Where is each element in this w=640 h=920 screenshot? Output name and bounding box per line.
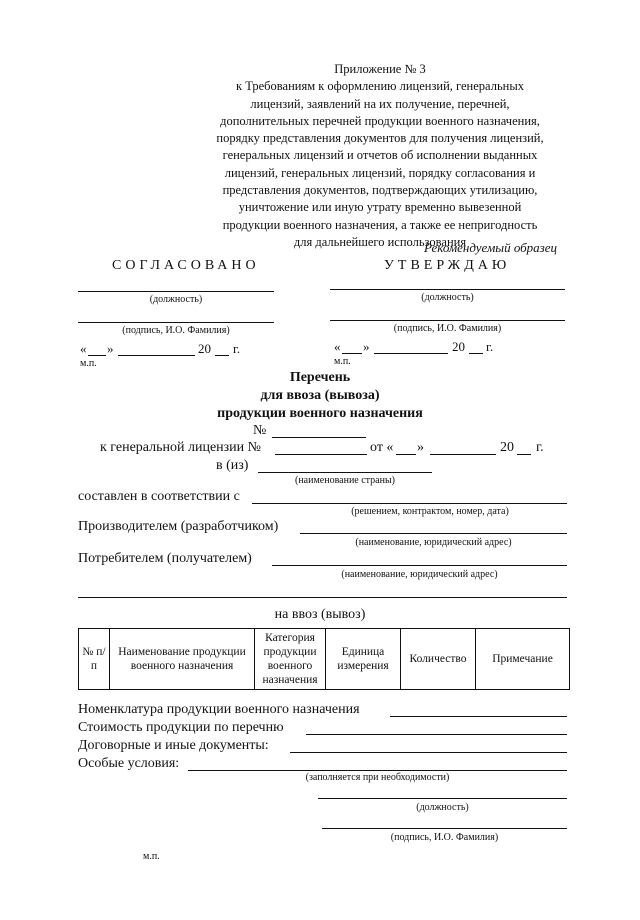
approved-date-year-prefix: 20 [452, 339, 465, 354]
producer-field[interactable] [300, 533, 567, 534]
special-caption: (заполняется при необходимости) [305, 772, 450, 783]
agreed-date-quote-close: » [107, 341, 114, 356]
col-number: № п/п [79, 629, 110, 690]
approved-date-quote-open: « [334, 339, 341, 354]
license-day-field[interactable] [396, 454, 416, 455]
approved-signature-line[interactable] [330, 320, 565, 321]
agreed-date-year[interactable] [215, 355, 229, 356]
agreed-stamp: м.п. [80, 358, 97, 369]
appendix-line: дополнительных перечней продукции военного назначения, [220, 113, 540, 128]
col-unit: Единица измерения [326, 629, 401, 690]
consumer-caption: (наименование, юридический адрес) [341, 569, 498, 580]
col-name: Наименование продукции военного назначения [110, 629, 255, 690]
special-field[interactable] [188, 770, 567, 771]
approved-date-year[interactable] [469, 353, 483, 354]
compiled-caption: (решением, контрактом, номер, дата) [351, 506, 509, 517]
agreed-date-quote-open: « [80, 341, 87, 356]
country-field[interactable] [258, 472, 432, 473]
direction-label: на ввоз (вывоз) [274, 607, 366, 622]
appendix-line: для дальнейшего использования [293, 234, 467, 249]
list-number-field[interactable] [272, 437, 366, 438]
documents-label: Договорные и иные документы: [78, 738, 269, 753]
country-caption: (наименование страны) [294, 475, 396, 486]
table-header-row [79, 629, 570, 690]
appendix-block [190, 61, 570, 251]
license-number-field[interactable] [275, 454, 367, 455]
agreed-date-day[interactable] [88, 355, 106, 356]
agreed-position-line[interactable] [78, 291, 274, 292]
doc-title: Перечень [289, 370, 351, 385]
agreed-date-suffix: г. [233, 341, 241, 356]
compiled-field[interactable] [252, 503, 567, 504]
doc-subtitle-2: продукции военного назначения [217, 406, 423, 421]
appendix-line: уничтожение или иную утрату временно вывезенной [238, 200, 522, 215]
approved-position-caption: (должность) [421, 292, 474, 303]
nomenclature-label: Номенклатура продукции военного назначения [78, 702, 360, 717]
producer-label: Производителем (разработчиком) [78, 519, 279, 534]
nomenclature-field[interactable] [390, 716, 567, 717]
approved-date-quote-close: » [363, 339, 370, 354]
license-from: от « [370, 440, 394, 455]
license-month-field[interactable] [430, 454, 496, 455]
documents-field[interactable] [290, 752, 567, 753]
license-year-field[interactable] [517, 454, 531, 455]
col-category: Категория продукции военного назначения [255, 629, 326, 690]
agreed-heading: СОГЛАСОВАНО [112, 258, 260, 273]
col-quantity: Количество [401, 629, 476, 690]
consumer-label: Потребителем (получателем) [78, 551, 252, 566]
approved-position-line[interactable] [330, 289, 565, 290]
products-table [78, 628, 570, 690]
approved-date-month[interactable] [374, 353, 448, 354]
footer-position-line[interactable] [318, 798, 567, 799]
approved-stamp: м.п. [334, 356, 351, 367]
approved-date-suffix: г. [486, 339, 494, 354]
approved-signature-caption: (подпись, И.О. Фамилия) [393, 323, 502, 334]
doc-subtitle: для ввоза (вывоза) [260, 388, 380, 403]
appendix-line: лицензий, заявлений на их получение, перечней, [250, 96, 510, 111]
appendix-line: генеральных лицензий и отчетов об исполнении выданных [222, 148, 538, 163]
consumer-field[interactable] [272, 565, 567, 566]
agreed-signature-caption: (подпись, И.О. Фамилия) [122, 325, 230, 336]
appendix-line: продукции военного назначения, а также ее непригодность [222, 217, 538, 232]
agreed-date-month[interactable] [118, 355, 195, 356]
license-year-prefix: 20 [500, 440, 514, 455]
producer-caption: (наименование, юридический адрес) [355, 537, 512, 548]
appendix-line: представления документов, подтверждающих утилизацию, [222, 183, 538, 198]
footer-stamp: м.п. [143, 851, 160, 862]
agreed-position-caption: (должность) [149, 294, 203, 305]
compiled-label: составлен в соответствии с [78, 489, 240, 504]
list-number-label: № [253, 423, 267, 438]
country-label: в (из) [216, 458, 249, 473]
special-label: Особые условия: [78, 756, 180, 771]
agreed-date-year-prefix: 20 [198, 341, 211, 356]
sample-label: Рекомендуемый образец [424, 240, 558, 255]
col-note: Примечание [476, 629, 570, 690]
approved-date-day[interactable] [342, 353, 362, 354]
license-prefix: к генеральной лицензии № [100, 440, 262, 455]
appendix-line: порядку представления документов для получения лицензий, [216, 131, 544, 146]
agreed-signature-line[interactable] [78, 322, 274, 323]
appendix-title: Приложение № 3 [334, 62, 426, 76]
license-year-suffix: г. [536, 440, 544, 455]
consumer-field-extra[interactable] [78, 597, 567, 598]
appendix-line: к Требованиям к оформлению лицензий, генеральных [236, 79, 524, 94]
approved-heading: УТВЕРЖДАЮ [384, 258, 511, 273]
footer-signature-caption: (подпись, И.О. Фамилия) [390, 832, 499, 843]
footer-signature-line[interactable] [322, 828, 567, 829]
license-quote-close: » [417, 440, 424, 455]
cost-label: Стоимость продукции по перечню [78, 720, 284, 735]
footer-position-caption: (должность) [416, 802, 469, 813]
cost-field[interactable] [306, 734, 567, 735]
appendix-line: лицензий, генеральных лицензий, порядку согласования и [224, 165, 536, 180]
